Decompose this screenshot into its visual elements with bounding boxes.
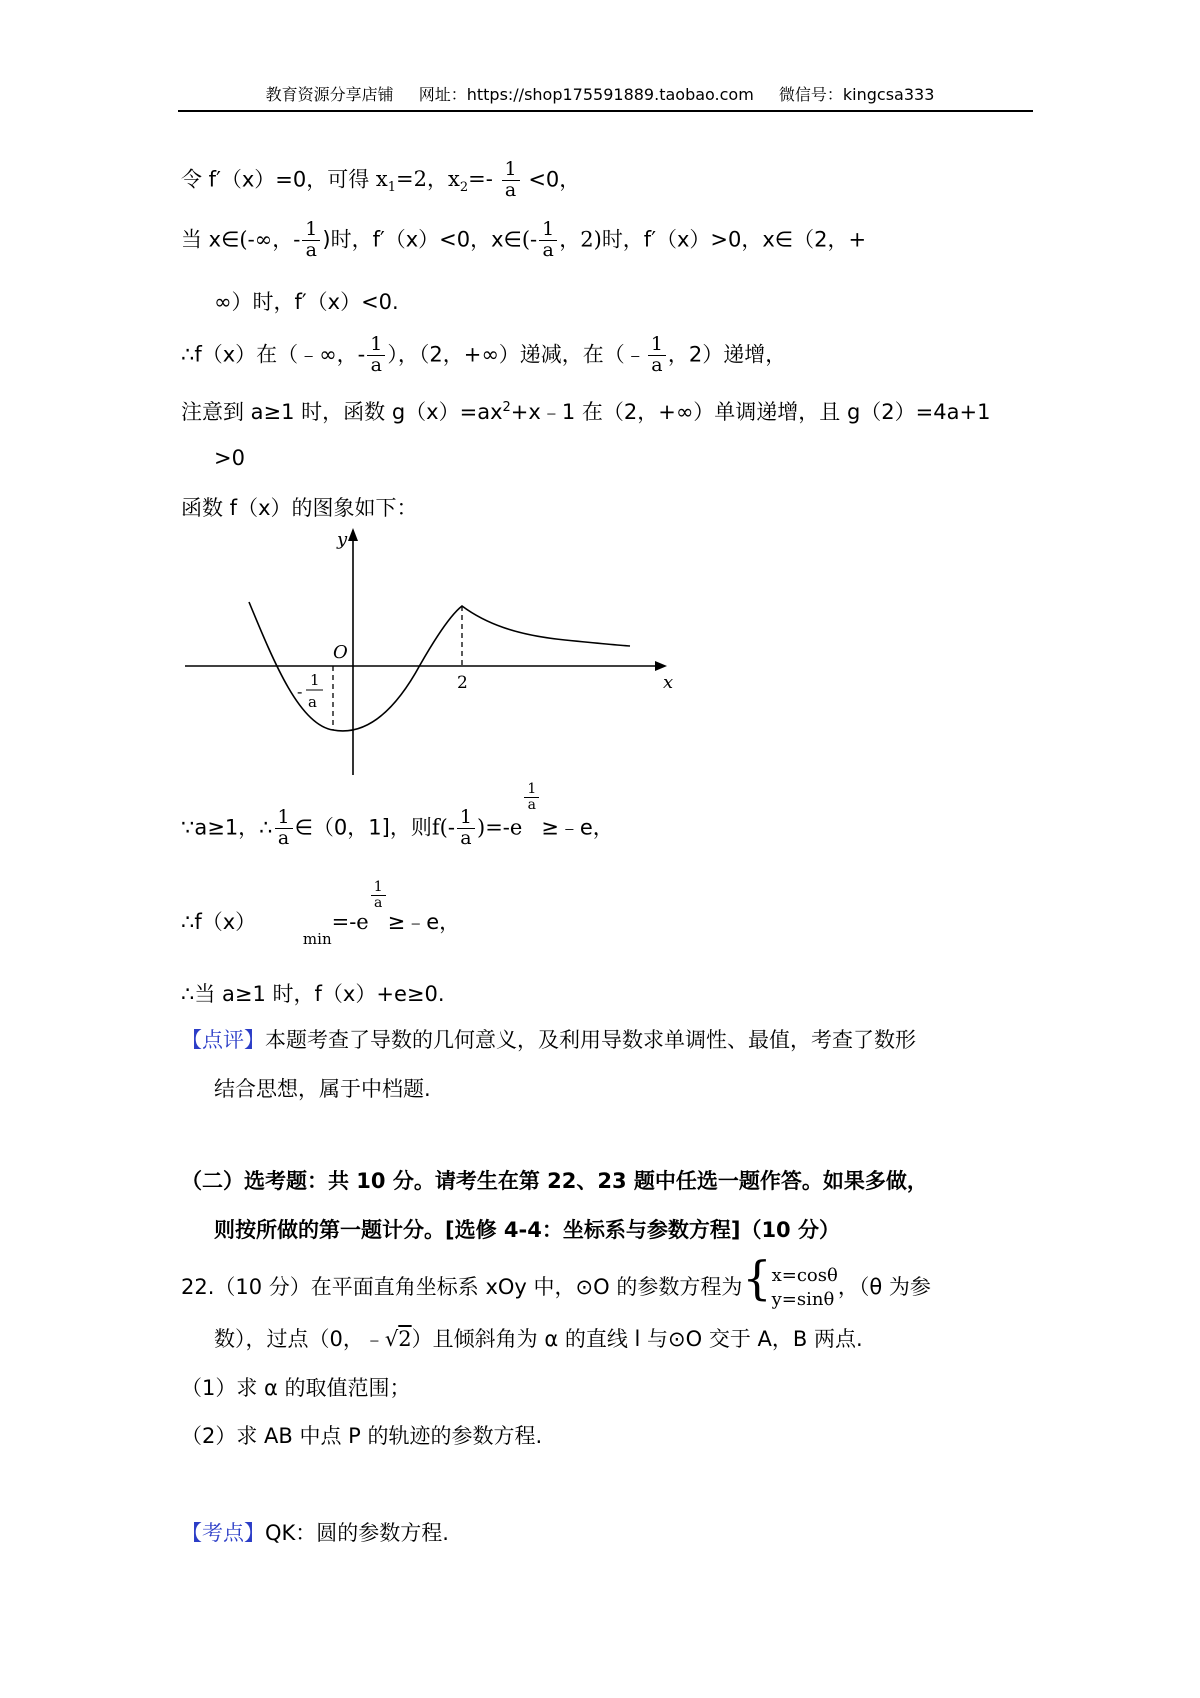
tick-label-den: a xyxy=(308,693,317,711)
text: ）且倾斜角为 α 的直线 l 与⊙O 交于 A，B 两点. xyxy=(411,1327,863,1351)
text: )时，f′（x）<0，x∈ xyxy=(322,227,522,252)
solution-line-6: >0 xyxy=(214,446,245,470)
interval: ，2) xyxy=(559,227,602,252)
exponent: 2 xyxy=(502,400,511,415)
text: ≥﹣e， xyxy=(541,815,614,840)
fraction: $\frac{1}{a}$ xyxy=(539,220,557,261)
sqrt-two: √2 xyxy=(384,1327,412,1351)
text: +x﹣1 在（2，+∞）单调递增，且 g（2）=4a+1 xyxy=(510,400,991,424)
solution-line-8 xyxy=(181,781,614,849)
fraction: $\frac{1}{a}$ xyxy=(302,220,320,261)
y-axis-label: y xyxy=(337,529,348,550)
comment-line-2: 结合思想，属于中档题. xyxy=(214,1077,431,1101)
text: ∴f（x）在（﹣∞，- xyxy=(181,342,366,367)
text: 本题考查了导数的几何意义，及利用导数求单调性、最值，考查了数形 xyxy=(265,1028,916,1052)
math: f(- xyxy=(431,815,455,840)
interval: (- xyxy=(521,227,538,252)
solution-line-3: ∞）时，f′（x）<0. xyxy=(214,290,399,314)
math: )=-e xyxy=(477,815,523,840)
text: ∵a≥1，∴ xyxy=(181,815,273,840)
section-heading-2: 则按所做的第一题计分。[选修 4-4：坐标系与参数方程]（10 分） xyxy=(214,1218,840,1242)
tick-label-num: 1 xyxy=(310,671,320,689)
header-wechat: 微信号：kingcsa333 xyxy=(778,85,935,104)
kd-tag: 【考点】 xyxy=(181,1521,265,1545)
fraction: $\frac{1}{a}$ xyxy=(275,808,293,849)
comment-tag: 【点评】 xyxy=(181,1028,265,1052)
solution-line-10: ∴当 a≥1 时，f（x）+e≥0. xyxy=(181,982,445,1006)
text: ），（2，+∞）递减，在（﹣ xyxy=(387,342,646,367)
solution-line-5 xyxy=(181,396,990,426)
text: 数），过点（0，﹣ xyxy=(214,1327,385,1351)
solution-line-9 xyxy=(181,879,461,949)
fraction: $\frac{1}{a}$ xyxy=(367,335,385,376)
header-rule xyxy=(178,110,1033,112)
solution-line-1 xyxy=(181,160,580,201)
section-heading-1: （二）选考题：共 10 分。请考生在第 22、23 题中任选一题作答。如果多做， xyxy=(181,1169,928,1193)
x-axis-arrow xyxy=(655,661,667,671)
y-axis-arrow xyxy=(348,528,358,541)
parametric-system: x=cosθ y=sinθ xyxy=(771,1264,838,1310)
solution-line-7: 函数 f（x）的图象如下： xyxy=(181,496,418,520)
function-graph xyxy=(185,525,675,780)
text: 时，f′（x）>0，x∈（2，+ xyxy=(601,227,867,252)
header-url: 网址：https://shop175591889.taobao.com xyxy=(418,85,754,104)
text: <0， xyxy=(528,167,581,192)
text: 22.（10 分）在平面直角坐标系 xOy 中，⊙O 的参数方程为 xyxy=(181,1275,743,1299)
question-part-1: （1）求 α 的取值范围； xyxy=(181,1376,411,1400)
solution-line-2 xyxy=(181,220,866,261)
x1-expr: $x_1=2$，$x_2=-$ xyxy=(375,167,493,196)
header-shop: 教育资源分享店铺 xyxy=(265,85,394,104)
solution-line-4 xyxy=(181,335,786,376)
text: ，2）递增， xyxy=(667,342,787,367)
text: QK：圆的参数方程. xyxy=(265,1521,449,1545)
question-22-line-2 xyxy=(214,1323,863,1353)
math: =-e xyxy=(331,910,369,934)
brace: { xyxy=(742,1251,772,1305)
fraction: $\frac{1}{a}$ xyxy=(457,808,475,849)
fraction: $\frac{1}{a}$ xyxy=(502,160,520,201)
question-22-line-1 xyxy=(181,1251,931,1312)
text: ∴f（x） xyxy=(181,910,257,934)
page-header xyxy=(0,82,1200,105)
text: ∈（0，1]，则 xyxy=(294,815,432,840)
text: 令 f′（x）=0，可得 xyxy=(181,167,370,192)
exponent-fraction: $\frac{1}{a}$ xyxy=(524,782,539,812)
text: ，（θ 为参 xyxy=(837,1275,931,1299)
text: 注意到 a≥1 时，函数 g（x）=ax xyxy=(181,400,503,424)
comment-line-1 xyxy=(181,1024,916,1054)
origin-label: O xyxy=(333,642,348,663)
tick-label-2: 2 xyxy=(457,673,468,693)
text: 当 x∈ xyxy=(181,227,240,252)
x-axis-label: x xyxy=(663,672,674,693)
fraction: $\frac{1}{a}$ xyxy=(648,335,666,376)
text: ≥﹣e， xyxy=(387,910,461,934)
knowledge-point xyxy=(181,1517,449,1547)
interval: (-∞，- xyxy=(239,227,301,252)
exponent-fraction: $\frac{1}{a}$ xyxy=(371,880,386,910)
question-part-2: （2）求 AB 中点 P 的轨迹的参数方程. xyxy=(181,1424,543,1448)
subscript: min xyxy=(302,930,332,949)
tick-label-neg: - xyxy=(297,682,303,701)
